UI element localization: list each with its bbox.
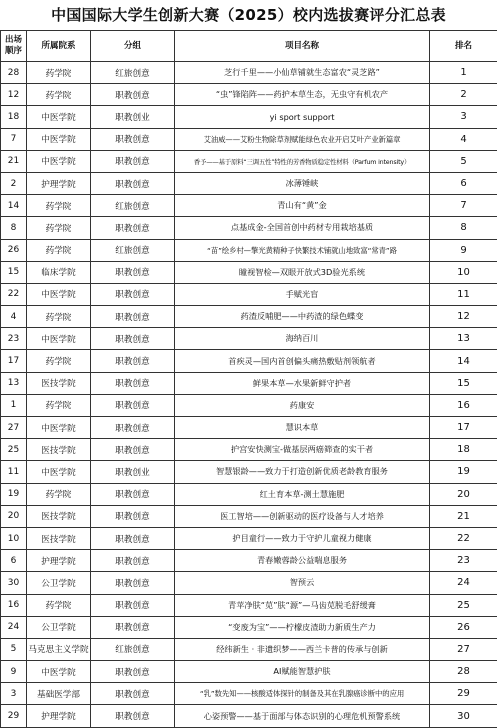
college-cell: 公卫学院 [27, 616, 91, 638]
college-cell: 临床学院 [27, 261, 91, 283]
table-row [1, 239, 497, 261]
table-row [1, 594, 497, 616]
header-group: 分组 [91, 31, 175, 62]
group-cell: 红旅创意 [91, 62, 175, 84]
rank-cell: 23 [430, 550, 497, 572]
table-row [1, 705, 497, 727]
project-name-cell: 青苹净肤“苋”肤“源”—马齿苋脱毛舒缓膏 [175, 594, 430, 616]
order-cell: 4 [1, 306, 27, 328]
order-cell: 28 [1, 62, 27, 84]
table-row [1, 572, 497, 594]
project-name-cell: yi sport support [175, 106, 430, 128]
rank-cell: 28 [430, 661, 497, 683]
table-row [1, 616, 497, 638]
project-name-cell: “苗”绘乡村—擎光黄精种子快繁技术铺就山地致富“常青”路 [175, 239, 430, 261]
group-cell: 职教创意 [91, 306, 175, 328]
group-cell: 职教创意 [91, 283, 175, 305]
rank-cell: 12 [430, 306, 497, 328]
table-row [1, 483, 497, 505]
order-cell: 2 [1, 172, 27, 194]
table-row [1, 417, 497, 439]
table-row [1, 172, 497, 194]
table-row [1, 283, 497, 305]
project-name-cell: 经纬新生 · 非遗织梦——西兰卡普的传承与创新 [175, 638, 430, 660]
group-cell: 职教创意 [91, 527, 175, 549]
order-cell: 22 [1, 283, 27, 305]
project-name-cell: 护宫安快测宝-做基层两癌筛查的实干者 [175, 439, 430, 461]
project-name-cell: 青山有“黄”金 [175, 195, 430, 217]
rank-cell: 5 [430, 150, 497, 172]
college-cell: 药学院 [27, 394, 91, 416]
rank-cell: 10 [430, 261, 497, 283]
rank-cell: 22 [430, 527, 497, 549]
project-name-cell: 点基成金-全国首创中药材专用栽培基质 [175, 217, 430, 239]
order-cell: 1 [1, 394, 27, 416]
header-order: 出场顺序 [1, 31, 27, 62]
group-cell: 职教创意 [91, 594, 175, 616]
project-name-cell: 瞳视智检—双眼开放式3D验光系统 [175, 261, 430, 283]
header-project: 项目名称 [175, 31, 430, 62]
project-name-cell: 药康安 [175, 394, 430, 416]
rank-cell: 2 [430, 84, 497, 106]
college-cell: 护理学院 [27, 550, 91, 572]
project-name-cell: 艾油威——艾粉生物除草剂赋能绿色农业开启艾叶产业新篇章 [175, 128, 430, 150]
college-cell: 中医学院 [27, 661, 91, 683]
group-cell: 职教创业 [91, 106, 175, 128]
college-cell: 护理学院 [27, 705, 91, 727]
group-cell: 职教创意 [91, 261, 175, 283]
table-row [1, 150, 497, 172]
order-cell: 23 [1, 328, 27, 350]
table-row [1, 84, 497, 106]
table-row [1, 683, 497, 705]
rank-cell: 26 [430, 616, 497, 638]
college-cell: 中医学院 [27, 461, 91, 483]
college-cell: 马克思主义学院 [27, 638, 91, 660]
college-cell: 药学院 [27, 483, 91, 505]
project-name-cell: 医工智培——创新驱动的医疗设备与人才培养 [175, 505, 430, 527]
rank-cell: 3 [430, 106, 497, 128]
project-name-cell: 海纳百川 [175, 328, 430, 350]
project-name-cell: 智预云 [175, 572, 430, 594]
table-row [1, 106, 497, 128]
group-cell: 职教创意 [91, 572, 175, 594]
order-cell: 27 [1, 417, 27, 439]
college-cell: 医技学院 [27, 372, 91, 394]
table-row [1, 62, 497, 84]
college-cell: 药学院 [27, 239, 91, 261]
table-body [1, 62, 497, 728]
group-cell: 职教创意 [91, 172, 175, 194]
college-cell: 中医学院 [27, 106, 91, 128]
group-cell: 职教创业 [91, 461, 175, 483]
project-name-cell: “变废为宝”——柠檬皮渣助力新质生产力 [175, 616, 430, 638]
rank-cell: 6 [430, 172, 497, 194]
college-cell: 中医学院 [27, 283, 91, 305]
table-header-row [1, 31, 497, 62]
order-cell: 29 [1, 705, 27, 727]
project-name-cell: “乳”数先知——核酸适体探针的制备及其在乳腺癌诊断中的应用 [175, 683, 430, 705]
rank-cell: 7 [430, 195, 497, 217]
order-cell: 11 [1, 461, 27, 483]
project-name-cell: 香予——基于原料“三调五性”特性的芳香物质稳定性材料（Parfum intensity） [175, 150, 430, 172]
order-cell: 13 [1, 372, 27, 394]
group-cell: 职教创意 [91, 372, 175, 394]
group-cell: 职教创意 [91, 550, 175, 572]
header-college: 所属院系 [27, 31, 91, 62]
rank-cell: 4 [430, 128, 497, 150]
project-name-cell: 智慧银龄——致力于打造创新优质老龄教育服务 [175, 461, 430, 483]
header-rank: 排名 [430, 31, 497, 62]
order-cell: 8 [1, 217, 27, 239]
rank-cell: 20 [430, 483, 497, 505]
page-title: 中国国际大学生创新大赛（2025）校内选拔赛评分汇总表 [0, 0, 497, 30]
rank-cell: 1 [430, 62, 497, 84]
table-row [1, 527, 497, 549]
group-cell: 职教创意 [91, 705, 175, 727]
college-cell: 药学院 [27, 594, 91, 616]
rank-cell: 27 [430, 638, 497, 660]
order-cell: 24 [1, 616, 27, 638]
group-cell: 职教创意 [91, 616, 175, 638]
order-cell: 10 [1, 527, 27, 549]
project-name-cell: 慧识本草 [175, 417, 430, 439]
rank-cell: 17 [430, 417, 497, 439]
rank-cell: 29 [430, 683, 497, 705]
college-cell: 医技学院 [27, 505, 91, 527]
group-cell: 职教创意 [91, 683, 175, 705]
order-cell: 26 [1, 239, 27, 261]
order-cell: 3 [1, 683, 27, 705]
rank-cell: 18 [430, 439, 497, 461]
college-cell: 药学院 [27, 306, 91, 328]
group-cell: 职教创意 [91, 217, 175, 239]
college-cell: 药学院 [27, 62, 91, 84]
college-cell: 药学院 [27, 217, 91, 239]
group-cell: 红旅创意 [91, 195, 175, 217]
college-cell: 医技学院 [27, 527, 91, 549]
group-cell: 职教创意 [91, 439, 175, 461]
order-cell: 21 [1, 150, 27, 172]
rank-cell: 19 [430, 461, 497, 483]
rank-cell: 8 [430, 217, 497, 239]
group-cell: 职教创意 [91, 350, 175, 372]
project-name-cell: 手赋光盲 [175, 283, 430, 305]
group-cell: 职教创意 [91, 394, 175, 416]
table-row [1, 195, 497, 217]
order-cell: 9 [1, 661, 27, 683]
project-name-cell: 心姿预警——基于面部与体态识别的心理危机预警系统 [175, 705, 430, 727]
order-cell: 25 [1, 439, 27, 461]
group-cell: 红旅创意 [91, 638, 175, 660]
group-cell: 职教创意 [91, 84, 175, 106]
project-name-cell: 药渣反哺肥——中药渣的绿色蝶变 [175, 306, 430, 328]
project-name-cell: 冰薄锤峡 [175, 172, 430, 194]
table-row [1, 128, 497, 150]
rank-cell: 21 [430, 505, 497, 527]
table-row [1, 350, 497, 372]
order-cell: 19 [1, 483, 27, 505]
college-cell: 公卫学院 [27, 572, 91, 594]
order-cell: 14 [1, 195, 27, 217]
rank-cell: 24 [430, 572, 497, 594]
order-cell: 17 [1, 350, 27, 372]
rank-cell: 15 [430, 372, 497, 394]
college-cell: 基础医学部 [27, 683, 91, 705]
project-name-cell: 首疾灵—国内首创偏头痛热敷贴剂领航者 [175, 350, 430, 372]
table-row [1, 328, 497, 350]
project-name-cell: “虫”锋陷阵——药护本草生态，无虫守有机农产 [175, 84, 430, 106]
table-row [1, 461, 497, 483]
group-cell: 职教创意 [91, 328, 175, 350]
group-cell: 职教创意 [91, 505, 175, 527]
college-cell: 中医学院 [27, 328, 91, 350]
project-name-cell: AI赋能智慧护肤 [175, 661, 430, 683]
group-cell: 职教创意 [91, 661, 175, 683]
college-cell: 医技学院 [27, 439, 91, 461]
order-cell: 12 [1, 84, 27, 106]
college-cell: 药学院 [27, 84, 91, 106]
group-cell: 职教创意 [91, 483, 175, 505]
table-row [1, 661, 497, 683]
rank-cell: 13 [430, 328, 497, 350]
group-cell: 职教创意 [91, 128, 175, 150]
college-cell: 护理学院 [27, 172, 91, 194]
college-cell: 中医学院 [27, 150, 91, 172]
table-row [1, 439, 497, 461]
table-row [1, 505, 497, 527]
project-name-cell: 青春嫩蓉龄公益喘息服务 [175, 550, 430, 572]
project-name-cell: 鲜果本草—水果新鲜守护者 [175, 372, 430, 394]
rank-cell: 14 [430, 350, 497, 372]
order-cell: 16 [1, 594, 27, 616]
college-cell: 药学院 [27, 350, 91, 372]
order-cell: 15 [1, 261, 27, 283]
rank-cell: 9 [430, 239, 497, 261]
table-row [1, 394, 497, 416]
college-cell: 中医学院 [27, 417, 91, 439]
order-cell: 30 [1, 572, 27, 594]
group-cell: 职教创意 [91, 417, 175, 439]
order-cell: 7 [1, 128, 27, 150]
project-name-cell: 红土育本草-测土慧施肥 [175, 483, 430, 505]
project-name-cell: 护目童行——致力于守护儿童视力健康 [175, 527, 430, 549]
rank-cell: 16 [430, 394, 497, 416]
rank-cell: 30 [430, 705, 497, 727]
rank-cell: 25 [430, 594, 497, 616]
project-name-cell: 芝行千里——小仙草铺就生态富农“灵芝路” [175, 62, 430, 84]
group-cell: 职教创意 [91, 150, 175, 172]
score-summary-table [0, 30, 497, 728]
rank-cell: 11 [430, 283, 497, 305]
order-cell: 6 [1, 550, 27, 572]
group-cell: 红旅创意 [91, 239, 175, 261]
order-cell: 18 [1, 106, 27, 128]
table-row [1, 372, 497, 394]
table-row [1, 217, 497, 239]
order-cell: 20 [1, 505, 27, 527]
college-cell: 药学院 [27, 195, 91, 217]
table-row [1, 638, 497, 660]
table-row [1, 261, 497, 283]
order-cell: 5 [1, 638, 27, 660]
table-row [1, 550, 497, 572]
college-cell: 中医学院 [27, 128, 91, 150]
table-row [1, 306, 497, 328]
